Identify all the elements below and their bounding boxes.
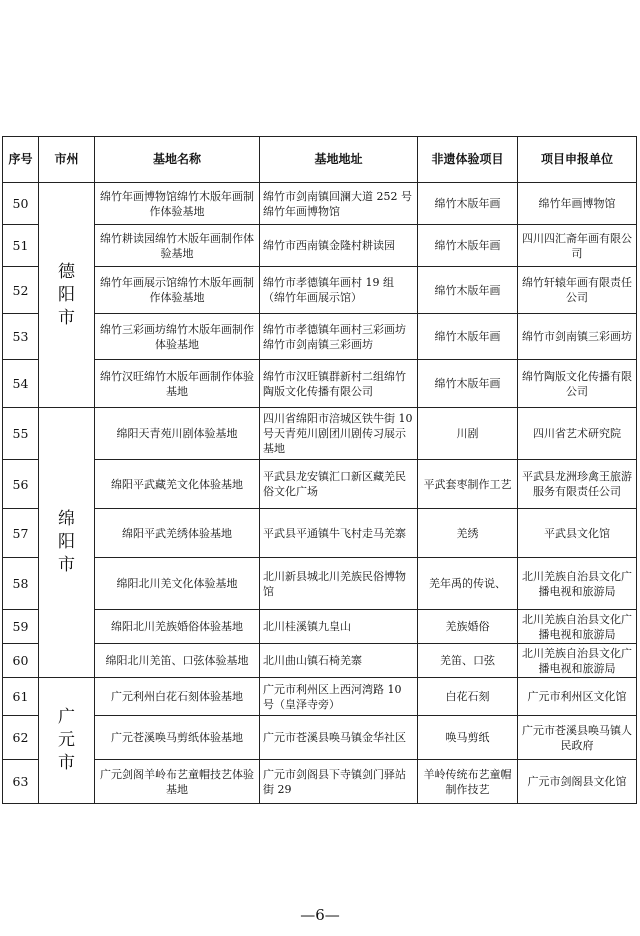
table-row xyxy=(3,225,637,267)
unit-cell: 绵竹年画博物馆 xyxy=(518,183,637,225)
project-cell: 平武套枣制作工艺 xyxy=(418,460,518,509)
serial-cell: 61 xyxy=(3,678,39,716)
address-cell: 平武县龙安镇汇口新区藏羌民俗文化广场 xyxy=(260,460,418,509)
address-cell: 绵竹市西南镇金隆村耕读园 xyxy=(260,225,418,267)
table-row xyxy=(3,509,637,558)
city-cell xyxy=(39,183,95,408)
serial-cell: 52 xyxy=(3,267,39,314)
project-cell: 绵竹木版年画 xyxy=(418,267,518,314)
unit-cell: 平武县龙洲珍禽王旅游服务有限责任公司 xyxy=(518,460,637,509)
project-cell: 绵竹木版年画 xyxy=(418,225,518,267)
table-row xyxy=(3,314,637,360)
city-cell xyxy=(39,408,95,678)
address-cell: 北川桂溪镇九皇山 xyxy=(260,610,418,644)
unit-cell: 绵竹轩辕年画有限责任公司 xyxy=(518,267,637,314)
project-cell: 羌笛、口弦 xyxy=(418,644,518,678)
project-cell: 绵竹木版年画 xyxy=(418,183,518,225)
address-cell: 广元市苍溪县唤马镇金华社区 xyxy=(260,716,418,760)
serial-cell: 50 xyxy=(3,183,39,225)
serial-cell: 60 xyxy=(3,644,39,678)
table-row xyxy=(3,610,637,644)
header-serial: 序号 xyxy=(3,137,39,183)
unit-cell: 广元市苍溪县唤马镇人民政府 xyxy=(518,716,637,760)
base-name-cell: 绵阳北川羌族婚俗体验基地 xyxy=(95,610,260,644)
base-name-cell: 绵竹年画展示馆绵竹木版年画制作体验基地 xyxy=(95,267,260,314)
table-row xyxy=(3,460,637,509)
address-cell: 北川曲山镇石椅羌寨 xyxy=(260,644,418,678)
serial-cell: 62 xyxy=(3,716,39,760)
address-cell: 绵竹市剑南镇回澜大道 252 号绵竹年画博物馆 xyxy=(260,183,418,225)
project-cell: 绵竹木版年画 xyxy=(418,314,518,360)
address-cell: 广元市剑阁县下寺镇剑门驿站街 29 xyxy=(260,760,418,804)
base-name-cell: 绵阳天青苑川剧体验基地 xyxy=(95,408,260,460)
table-row xyxy=(3,678,637,716)
address-cell: 绵竹市孝德镇年画村三彩画坊绵竹市剑南镇三彩画坊 xyxy=(260,314,418,360)
table-row xyxy=(3,558,637,610)
unit-cell: 四川四汇斋年画有限公司 xyxy=(518,225,637,267)
base-name-cell: 绵竹汉旺绵竹木版年画制作体验基地 xyxy=(95,360,260,408)
unit-cell: 北川羌族自治县文化广播电视和旅游局 xyxy=(518,610,637,644)
base-list-table xyxy=(2,136,637,804)
table-row xyxy=(3,408,637,460)
project-cell: 唤马剪纸 xyxy=(418,716,518,760)
serial-cell: 63 xyxy=(3,760,39,804)
address-cell: 绵竹市孝德镇年画村 19 组（绵竹年画展示馆） xyxy=(260,267,418,314)
table-header-row xyxy=(3,137,637,183)
project-cell: 羌年禹的传说、 xyxy=(418,558,518,610)
project-cell: 羊岭传统布艺童帽制作技艺 xyxy=(418,760,518,804)
unit-cell: 广元市剑阁县文化馆 xyxy=(518,760,637,804)
serial-cell: 54 xyxy=(3,360,39,408)
base-name-cell: 绵阳平武羌绣体验基地 xyxy=(95,509,260,558)
base-name-cell: 绵竹年画博物馆绵竹木版年画制作体验基地 xyxy=(95,183,260,225)
project-cell: 羌族婚俗 xyxy=(418,610,518,644)
address-cell: 四川省绵阳市涪城区铁牛街 10 号天青苑川剧团川剧传习展示基地 xyxy=(260,408,418,460)
serial-cell: 57 xyxy=(3,509,39,558)
project-cell: 白花石刻 xyxy=(418,678,518,716)
address-cell: 北川新县城北川羌族民俗博物馆 xyxy=(260,558,418,610)
base-name-cell: 绵竹耕读园绵竹木版年画制作体验基地 xyxy=(95,225,260,267)
base-name-cell: 绵阳北川羌文化体验基地 xyxy=(95,558,260,610)
unit-cell: 广元市利州区文化馆 xyxy=(518,678,637,716)
table-row xyxy=(3,360,637,408)
page-number: —6— xyxy=(300,906,340,924)
header-project: 非遗体验项目 xyxy=(418,137,518,183)
unit-cell: 北川羌族自治县文化广播电视和旅游局 xyxy=(518,558,637,610)
project-cell: 羌绣 xyxy=(418,509,518,558)
table-row xyxy=(3,267,637,314)
table-row xyxy=(3,183,637,225)
address-cell: 广元市利州区上西河湾路 10 号（皇泽寺旁） xyxy=(260,678,418,716)
city-label: 广元市 xyxy=(58,707,75,773)
unit-cell: 北川羌族自治县文化广播电视和旅游局 xyxy=(518,644,637,678)
unit-cell: 平武县文化馆 xyxy=(518,509,637,558)
serial-cell: 59 xyxy=(3,610,39,644)
city-label: 绵阳市 xyxy=(58,509,75,575)
header-base-address: 基地地址 xyxy=(260,137,418,183)
base-name-cell: 绵阳北川羌笛、口弦体验基地 xyxy=(95,644,260,678)
header-city: 市州 xyxy=(39,137,95,183)
table-row xyxy=(3,644,637,678)
table-row xyxy=(3,760,637,804)
unit-cell: 绵竹陶版文化传播有限公司 xyxy=(518,360,637,408)
base-name-cell: 绵竹三彩画坊绵竹木版年画制作体验基地 xyxy=(95,314,260,360)
address-cell: 绵竹市汉旺镇群新村二组绵竹陶版文化传播有限公司 xyxy=(260,360,418,408)
base-name-cell: 广元苍溪唤马剪纸体验基地 xyxy=(95,716,260,760)
address-cell: 平武县平通镇牛飞村走马羌寨 xyxy=(260,509,418,558)
base-name-cell: 广元利州白花石刻体验基地 xyxy=(95,678,260,716)
city-label: 德阳市 xyxy=(58,261,75,328)
serial-cell: 53 xyxy=(3,314,39,360)
serial-cell: 58 xyxy=(3,558,39,610)
unit-cell: 绵竹市剑南镇三彩画坊 xyxy=(518,314,637,360)
serial-cell: 56 xyxy=(3,460,39,509)
serial-cell: 51 xyxy=(3,225,39,267)
project-cell: 绵竹木版年画 xyxy=(418,360,518,408)
base-name-cell: 广元剑阁羊岭布艺童帽技艺体验基地 xyxy=(95,760,260,804)
header-unit: 项目申报单位 xyxy=(518,137,637,183)
unit-cell: 四川省艺术研究院 xyxy=(518,408,637,460)
table-row xyxy=(3,716,637,760)
base-name-cell: 绵阳平武藏羌文化体验基地 xyxy=(95,460,260,509)
project-cell: 川剧 xyxy=(418,408,518,460)
serial-cell: 55 xyxy=(3,408,39,460)
city-cell xyxy=(39,678,95,804)
header-base-name: 基地名称 xyxy=(95,137,260,183)
